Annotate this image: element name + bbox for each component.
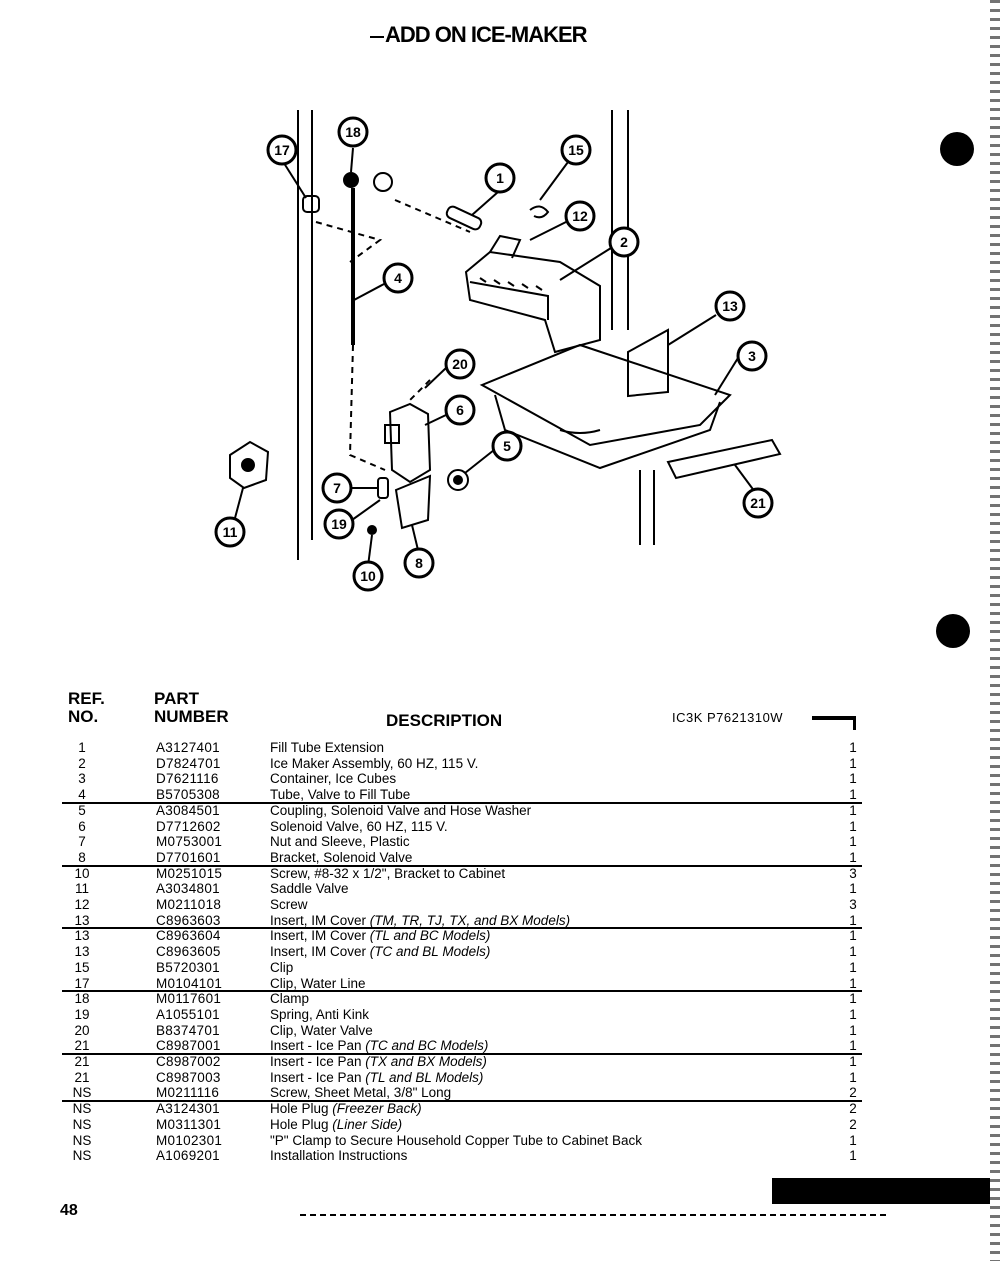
leader-21 — [735, 465, 755, 492]
part-number: D7712602 — [156, 818, 221, 834]
part-description — [270, 740, 384, 756]
part-number: C8963605 — [156, 944, 221, 960]
part-description — [270, 1070, 483, 1086]
part-number: D7621116 — [156, 771, 219, 787]
part-number: D7701601 — [156, 849, 221, 865]
quantity: 1 — [849, 975, 857, 991]
part-description — [270, 944, 490, 960]
saddle-valve-knob — [242, 459, 254, 471]
description-text: Clip — [270, 959, 294, 975]
part-description — [270, 819, 448, 835]
ref-number: 5 — [78, 802, 86, 818]
part-number: C8987001 — [156, 1038, 221, 1054]
ref-number: NS — [72, 1132, 92, 1148]
part-number: A3034801 — [156, 881, 220, 897]
description-text: Container, Ice Cubes — [270, 771, 397, 787]
ice-container-rim — [482, 345, 730, 445]
callout-3-label: 3 — [748, 348, 756, 364]
callout-2-label: 2 — [620, 234, 628, 250]
callout-21 — [744, 489, 772, 517]
parts-row — [0, 1101, 1000, 1117]
description-text: Ice Maker Assembly, 60 HZ, 115 V. — [270, 755, 479, 771]
binder-hole-top — [940, 132, 974, 166]
part-number: A1055101 — [156, 1006, 220, 1022]
quantity: 1 — [849, 740, 857, 755]
part-description — [270, 897, 308, 913]
quantity: 1 — [849, 1022, 857, 1038]
callout-20-label: 20 — [452, 356, 468, 372]
quantity: 3 — [849, 865, 857, 881]
part-description — [270, 1133, 642, 1149]
ref-header — [68, 690, 105, 726]
leader-2 — [560, 248, 611, 280]
description-models: (TC and BC Models) — [365, 1038, 489, 1054]
ice-maker-teeth — [480, 278, 542, 290]
description-text: Spring, Anti Kink — [270, 1006, 370, 1022]
ref-number: 2 — [78, 755, 86, 771]
leader-5 — [465, 450, 494, 473]
description-models: (Freezer Back) — [332, 1101, 422, 1117]
part-number: M0311301 — [156, 1116, 222, 1132]
description-text: Solenoid Valve, 60 HZ, 115 V. — [270, 818, 448, 834]
parts-row — [0, 1007, 1000, 1023]
part-number: M0753001 — [156, 834, 223, 850]
parts-row — [0, 960, 1000, 976]
ref-number: 15 — [74, 959, 90, 975]
ref-number: 10 — [74, 865, 90, 881]
ref-number: NS — [72, 1148, 92, 1164]
leader-12 — [530, 222, 566, 240]
callout-3 — [738, 342, 766, 370]
part-description — [270, 1085, 451, 1101]
model-tick — [853, 716, 856, 730]
quantity: 1 — [849, 1132, 857, 1148]
ref-number: NS — [72, 1116, 92, 1132]
parts-row — [0, 1117, 1000, 1133]
ref-number: 21 — [74, 1069, 90, 1085]
callout-21-label: 21 — [750, 495, 766, 511]
callout-19-label: 19 — [331, 516, 347, 532]
parts-row — [0, 1038, 1000, 1054]
quantity: 1 — [849, 1148, 857, 1164]
quantity: 2 — [849, 1101, 857, 1117]
leader-8 — [412, 525, 418, 550]
quantity: 1 — [849, 881, 857, 897]
parts-row — [0, 866, 1000, 882]
quantity: 1 — [849, 818, 857, 834]
description-text: Installation Instructions — [270, 1148, 408, 1164]
quantity: 2 — [849, 1085, 857, 1101]
part-description — [270, 881, 349, 897]
callout-1 — [486, 164, 514, 192]
ref-number: 13 — [74, 912, 90, 928]
description-text: Hole Plug — [270, 1116, 333, 1132]
part-header-line2: NUMBER — [154, 707, 229, 726]
callout-11-label: 11 — [222, 524, 238, 540]
parts-row — [0, 834, 1000, 850]
description-text: Hole Plug — [270, 1101, 333, 1117]
part-number: C8987002 — [156, 1054, 221, 1069]
leader-17 — [282, 160, 306, 198]
quantity: 1 — [849, 928, 857, 944]
part-number: C8987003 — [156, 1069, 221, 1085]
coupling-washer-center — [454, 476, 462, 484]
leader-13 — [668, 315, 716, 345]
ice-container-body — [495, 395, 720, 468]
clip-15 — [530, 206, 548, 217]
nut-sleeve — [378, 478, 388, 498]
part-number: A3127401 — [156, 740, 220, 755]
part-description — [270, 1023, 373, 1039]
parts-row — [0, 944, 1000, 960]
ref-number: 7 — [78, 834, 86, 850]
ice-container-lip — [560, 430, 600, 433]
description-text: Screw, #8-32 x 1/2", Bracket to Cabinet — [270, 865, 506, 881]
dashed-guide-1 — [316, 222, 380, 262]
parts-row — [0, 1023, 1000, 1039]
ref-number: 11 — [74, 881, 89, 897]
part-description — [270, 1148, 407, 1164]
callout-10 — [354, 562, 382, 590]
page-number: 48 — [60, 1202, 78, 1219]
quantity: 1 — [849, 912, 857, 928]
description-models: (TM, TR, TJ, TX, and BX Models) — [369, 912, 571, 928]
description-text: Insert - Ice Pan — [270, 1054, 366, 1069]
part-description — [270, 1101, 422, 1117]
ref-number: 21 — [74, 1054, 90, 1069]
parts-row — [0, 787, 1000, 803]
ref-number: 19 — [74, 1006, 90, 1022]
part-number: B8374701 — [156, 1022, 220, 1038]
parts-row — [0, 928, 1000, 944]
description-header: DESCRIPTION — [386, 711, 503, 730]
parts-row — [0, 1148, 1000, 1164]
clamp-part — [344, 173, 358, 187]
description-text: Clamp — [270, 991, 310, 1007]
coupling-part — [374, 173, 392, 191]
ice-maker-edge — [470, 282, 548, 320]
description-text: Saddle Valve — [270, 881, 349, 897]
callout-12-label: 12 — [572, 208, 588, 224]
description-text: Insert, IM Cover — [270, 944, 370, 960]
callout-6 — [446, 396, 474, 424]
ref-number: NS — [72, 1101, 92, 1117]
parts-row — [0, 740, 1000, 756]
fill-tube-extension — [445, 205, 483, 231]
callout-8 — [405, 549, 433, 577]
description-text: Insert - Ice Pan — [270, 1038, 366, 1054]
leader-3 — [715, 358, 738, 395]
callout-7 — [323, 474, 351, 502]
part-number: A1069201 — [156, 1148, 220, 1164]
part-number: C8963603 — [156, 912, 221, 928]
screw-10 — [368, 526, 376, 534]
ref-number: 6 — [78, 818, 86, 834]
description-text: Insert - Ice Pan — [270, 1069, 366, 1085]
description-text: Insert, IM Cover — [270, 928, 370, 944]
ref-number: 13 — [74, 928, 90, 944]
part-header-line1: PART — [154, 689, 200, 708]
part-description — [270, 960, 293, 976]
quantity: 2 — [849, 1116, 857, 1132]
callout-6-label: 6 — [456, 402, 464, 418]
part-description — [270, 1117, 402, 1133]
part-description — [270, 991, 309, 1007]
part-number: M0251015 — [156, 865, 223, 881]
quantity: 1 — [849, 787, 857, 803]
part-description — [270, 850, 412, 866]
quantity: 1 — [849, 802, 857, 818]
part-description — [270, 787, 410, 803]
callout-10-label: 10 — [360, 568, 376, 584]
callout-5-label: 5 — [503, 438, 511, 454]
callout-15 — [562, 136, 590, 164]
parts-row — [0, 1085, 1000, 1101]
callout-18-label: 18 — [345, 124, 361, 140]
quantity: 1 — [849, 834, 857, 850]
ref-number: 18 — [74, 991, 90, 1007]
callout-12 — [566, 202, 594, 230]
quantity: 1 — [849, 755, 857, 771]
callout-2 — [610, 228, 638, 256]
callout-13-label: 13 — [722, 298, 738, 314]
part-description — [270, 756, 478, 772]
dashed-guide-2 — [350, 345, 385, 470]
callout-7-label: 7 — [333, 480, 341, 496]
ice-pan-insert — [668, 440, 780, 478]
part-number: C8963604 — [156, 928, 221, 944]
part-number: M0211116 — [156, 1085, 220, 1101]
part-header — [154, 690, 229, 726]
leader-15 — [540, 162, 568, 200]
parts-row — [0, 897, 1000, 913]
leader-1 — [472, 192, 498, 215]
quantity: 1 — [849, 944, 857, 960]
ref-header-line1: REF. — [68, 689, 105, 708]
part-description — [270, 928, 490, 944]
description-text: Screw, Sheet Metal, 3/8" Long — [270, 1085, 452, 1101]
parts-row — [0, 771, 1000, 787]
part-number: M0211018 — [156, 897, 222, 912]
part-description — [270, 1007, 369, 1023]
description-models: (TL and BL Models) — [365, 1069, 484, 1085]
description-models: (TC and BL Models) — [369, 944, 491, 960]
quantity: 3 — [849, 897, 857, 912]
dashed-guide-3 — [395, 200, 470, 232]
part-number: B5720301 — [156, 959, 220, 975]
dashed-guide-4 — [410, 380, 430, 400]
callout-17 — [268, 136, 296, 164]
part-description — [270, 1054, 487, 1070]
ref-number: 4 — [78, 787, 86, 803]
description-text: Nut and Sleeve, Plastic — [270, 834, 410, 850]
ref-number: 8 — [78, 849, 86, 865]
quantity: 1 — [849, 1069, 857, 1085]
part-description — [270, 803, 531, 819]
ref-header-line2: NO. — [68, 707, 99, 726]
callout-17-label: 17 — [274, 142, 290, 158]
description-text: Bracket, Solenoid Valve — [270, 849, 413, 865]
parts-row — [0, 1070, 1000, 1086]
ref-number: NS — [72, 1085, 92, 1101]
description-text: Coupling, Solenoid Valve and Hose Washer — [270, 802, 532, 818]
part-number: M0102301 — [156, 1132, 223, 1148]
callout-4 — [384, 264, 412, 292]
part-number: B5705308 — [156, 787, 220, 803]
callout-15-label: 15 — [568, 142, 584, 158]
description-text: Fill Tube Extension — [270, 740, 385, 755]
parts-row — [0, 850, 1000, 866]
part-description — [270, 913, 570, 929]
part-number: M0104101 — [156, 975, 223, 991]
model-bar — [812, 716, 856, 720]
callout-20 — [446, 350, 474, 378]
callout-5 — [493, 432, 521, 460]
ref-number: 3 — [78, 771, 86, 787]
parts-row — [0, 803, 1000, 819]
part-number: A3084501 — [156, 802, 220, 818]
quantity: 1 — [849, 1054, 857, 1069]
quantity: 1 — [849, 849, 857, 865]
part-description — [270, 834, 410, 850]
description-text: Clip, Water Line — [270, 975, 366, 991]
quantity: 1 — [849, 959, 857, 975]
leader-4 — [354, 284, 384, 300]
description-text: "P" Clamp to Secure Household Copper Tube to Cabinet Back — [270, 1132, 643, 1148]
parts-row — [0, 913, 1000, 929]
quantity: 1 — [849, 1038, 857, 1054]
parts-row — [0, 1054, 1000, 1070]
ref-number: 20 — [74, 1022, 90, 1038]
parts-row — [0, 976, 1000, 992]
description-models: (TX and BX Models) — [365, 1054, 487, 1069]
valve-bracket — [396, 476, 430, 528]
leader-19 — [352, 500, 380, 520]
callout-11 — [216, 518, 244, 546]
description-text: Tube, Valve to Fill Tube — [270, 787, 411, 803]
quantity: 1 — [849, 991, 857, 1007]
binder-hole-middle — [936, 614, 970, 648]
part-number: D7824701 — [156, 755, 221, 771]
description-models: (Liner Side) — [332, 1116, 403, 1132]
valve-inlet — [385, 425, 399, 443]
leader-18 — [351, 148, 353, 172]
part-description — [270, 976, 366, 992]
model-number: IC3K P7621310W — [672, 710, 784, 725]
ref-number: 12 — [74, 897, 90, 912]
callout-18 — [339, 118, 367, 146]
parts-row — [0, 881, 1000, 897]
part-number: M0117601 — [156, 991, 222, 1007]
parts-row — [0, 991, 1000, 1007]
scan-bottom-line — [300, 1214, 890, 1216]
leader-11 — [235, 488, 243, 518]
scan-black-bar — [772, 1178, 990, 1204]
callout-19 — [325, 510, 353, 538]
ref-number: 13 — [74, 944, 90, 960]
description-text: Screw — [270, 897, 308, 912]
parts-row — [0, 1133, 1000, 1149]
callout-1-label: 1 — [496, 170, 504, 186]
callout-13 — [716, 292, 744, 320]
callout-4-label: 4 — [394, 270, 402, 286]
part-description — [270, 1038, 488, 1054]
description-text: Clip, Water Valve — [270, 1022, 373, 1038]
leader-20 — [425, 368, 446, 388]
parts-row — [0, 756, 1000, 772]
quantity: 1 — [849, 1006, 857, 1022]
quantity: 1 — [849, 771, 857, 787]
part-description — [270, 866, 505, 882]
page-title: ADD ON ICE-MAKER — [385, 22, 587, 47]
parts-row — [0, 819, 1000, 835]
ref-number: 1 — [78, 740, 86, 755]
callout-8-label: 8 — [415, 555, 423, 571]
part-description — [270, 771, 396, 787]
description-models: (TL and BC Models) — [369, 928, 491, 944]
ref-number: 21 — [74, 1038, 90, 1054]
description-text: Insert, IM Cover — [270, 912, 370, 928]
ref-number: 17 — [74, 975, 90, 991]
part-number: A3124301 — [156, 1101, 220, 1117]
